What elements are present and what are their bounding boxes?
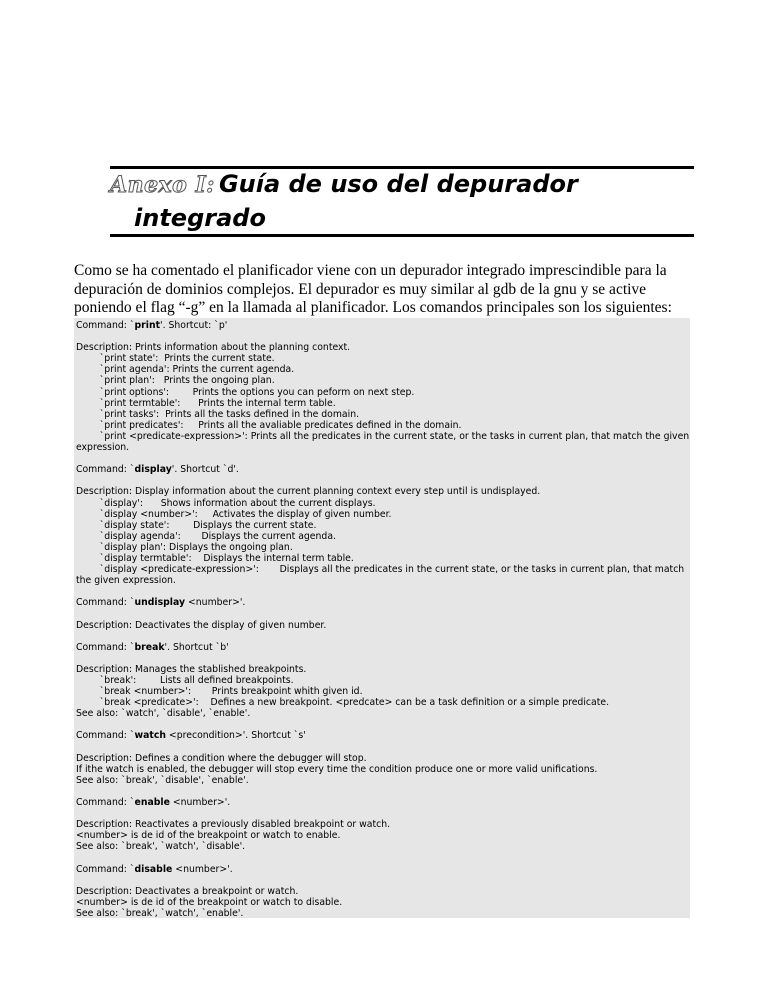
command-undisplay-name: undisplay bbox=[134, 597, 186, 609]
command-enable-desc: Description: Reactivates a previously disabled breakpoint or watch. bbox=[76, 819, 391, 831]
command-enable-line: Command: `enable <number>'. bbox=[76, 797, 231, 809]
command-undisplay-desc: Description: Deactivates the display of given number. bbox=[76, 619, 327, 631]
command-undisplay-line: Command: `undisplay <number>'. bbox=[76, 597, 246, 609]
command-display-name: display bbox=[134, 464, 172, 476]
command-disable-desc: Description: Deactivates a breakpoint or watch. bbox=[76, 885, 299, 897]
command-break-name: break bbox=[134, 641, 165, 653]
command-watch-desc: Description: Defines a condition where the debugger will stop. bbox=[76, 752, 367, 764]
command-disable-line: Command: `disable <number>'. bbox=[76, 863, 233, 875]
intro-paragraph bbox=[74, 262, 684, 318]
command-print-desc: Description: Prints information about the planning context. bbox=[76, 342, 351, 354]
heading-bottom-rule bbox=[110, 234, 694, 237]
intro-line: poniendo el flag “-g” en la llamada al planificador. Los comandos principales son los siguientes: bbox=[74, 299, 672, 316]
command-print-name: print bbox=[134, 320, 161, 331]
command-reference-text: Command: `print'. Shortcut: `p' Description: Prints information about the planning context. `print state': Prints the current state. `print agenda': Prints the current agenda. `print plan': Prints the ongoing plan. `print options': Prints the options you can peform on next step. `print termtable': Prints the internal term table. `print tasks': Prints all the tasks defined in the domain. `print predicates': Prints all the avaliable predicates defined in the domain. `print <predicate-expression>': Prints all the predicates in the current state, or the tasks in current plan, that match the given expression. Command: `display'. Shortcut `d'. Description: Display information about the current planning context every step until is undisplayed. `display': Shows information about the current displays. `display <number>': Activates the display of given number. `display state': Displays the current state. `display agenda': Displays the current agenda. `display plan': Displays the ongoing plan. `display termtable': Displays the internal term table. `display <predicate-expression>': Displays all the predicates in the current state, or the tasks in current plan, that match the given expression. Command: `undisplay <number>'. Description: Deactivates the display of given number. Command: `break'. Shortcut `b' Description: Manages the stablished breakpoints. `break': Lists all defined breakpoints. `break <number>': Prints breakpoint whith given id. `break <predicate>': Defines a new breakpoint. <predcate> can be a task definition or a simple predicate. See also: `watch', `disable', `enable'. Command: `watch <precondition>'. Shortcut `s' Description: Defines a condition where the debugger will stop. If ithe watch is enabled, the debugger will stop every time the condition produce one or more valid unifications. See also: `break', `disable', `enable'. Command: `enable <number>'. Description: Reactivates a previously disabled breakpoint or watch. <number> is de id of the breakpoint or watch to enable. See also: `break', `watch', `disable'. Command: `disable <number>'. Description: Deactivates a breakpoint or watch. <number> is de id of the breakpoint or watch to disable. See also: `break', `watch', `enable'. bbox=[76, 320, 690, 918]
command-reference-box bbox=[74, 318, 690, 918]
command-break-desc: Description: Manages the stablished breakpoints. bbox=[76, 663, 307, 675]
command-enable-name: enable bbox=[134, 797, 170, 809]
heading-title-line2: integrado bbox=[134, 204, 266, 232]
command-disable-name: disable bbox=[134, 863, 173, 875]
intro-line: Como se ha comentado el planificador viene con un depurador integrado imprescindible para la bbox=[74, 262, 667, 279]
command-print-line: Command: `print'. Shortcut: `p' bbox=[76, 320, 228, 331]
annex-label: Anexo I: bbox=[110, 172, 215, 198]
heading-title-line1: Guía de uso del depurador bbox=[218, 170, 578, 198]
command-display-desc: Description: Display information about the current planning context every step until is undisplayed. bbox=[76, 486, 541, 498]
command-display-line: Command: `display'. Shortcut `d'. bbox=[76, 464, 239, 476]
command-break-line: Command: `break'. Shortcut `b' bbox=[76, 641, 229, 653]
command-watch-name: watch bbox=[134, 730, 166, 742]
heading-top-rule bbox=[110, 166, 694, 169]
command-watch-line: Command: `watch <precondition>'. Shortcut `s' bbox=[76, 730, 306, 742]
intro-line: depuración de dominios complejos. El depurador es muy similar al gdb de la gnu y se active bbox=[74, 280, 647, 298]
